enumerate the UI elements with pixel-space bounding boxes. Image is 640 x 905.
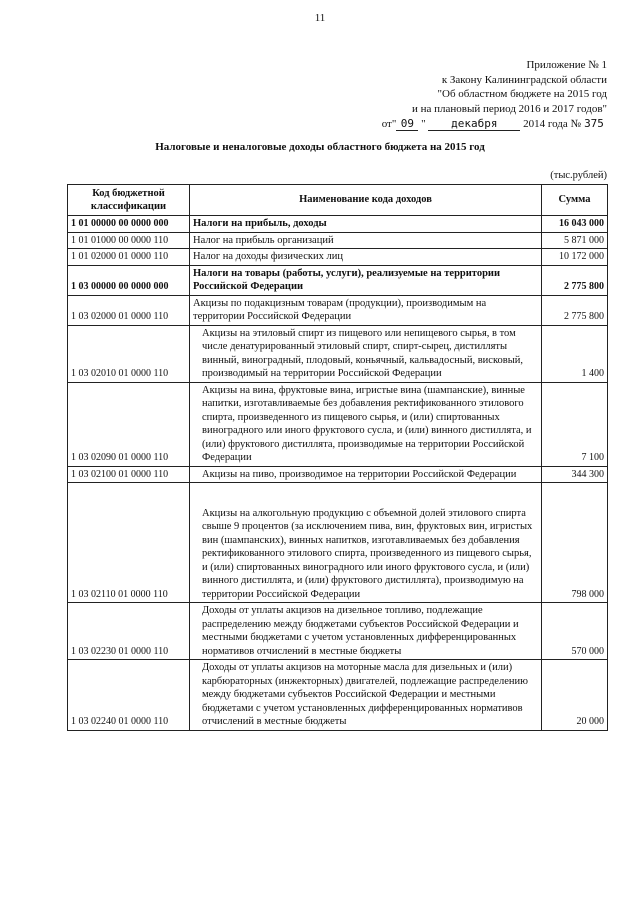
table-row xyxy=(68,265,608,295)
row-sum: 344 300 xyxy=(542,466,608,483)
row-name: Налоги на прибыль, доходы xyxy=(190,216,542,233)
revenue-table xyxy=(67,184,608,731)
table-row xyxy=(68,603,608,660)
table-row xyxy=(68,249,608,266)
row-sum: 1 400 xyxy=(542,325,608,382)
row-name: Акцизы по подакцизным товарам (продукции), производимым на территории Российской Федерации xyxy=(190,295,542,325)
row-name: Акцизы на этиловый спирт из пищевого или непищевого сырья, в том числе денатурированный этиловый спирт, спирт-сырец, дистилляты винный, виноградный, плодовый, коньячный, кальвадосный, висковый, производимый на территории Российской Федерации xyxy=(190,325,542,382)
table-row xyxy=(68,325,608,382)
row-name: Налоги на товары (работы, услуги), реализуемые на территории Российской Федерации xyxy=(190,265,542,295)
row-sum: 2 775 800 xyxy=(542,295,608,325)
date-prefix: от" xyxy=(381,118,397,130)
row-code: 1 03 02090 01 0000 110 xyxy=(68,382,190,466)
row-code: 1 01 00000 00 0000 000 xyxy=(68,216,190,233)
row-code: 1 03 02240 01 0000 110 xyxy=(68,660,190,731)
table-row xyxy=(68,660,608,731)
table-row xyxy=(68,295,608,325)
table-row xyxy=(68,466,608,483)
appendix-line: и на плановый период 2016 и 2017 годов" xyxy=(411,102,607,115)
appendix-line: "Об областном бюджете на 2015 год xyxy=(437,88,607,100)
row-name: Акцизы на пиво, производимое на территории Российской Федерации xyxy=(190,466,542,483)
row-sum: 5 871 000 xyxy=(542,232,608,249)
page-number: 11 xyxy=(314,12,326,24)
header-code: Код бюджетной классификации xyxy=(68,185,190,216)
header-sum: Сумма xyxy=(542,185,608,216)
row-name: Налог на доходы физических лиц xyxy=(190,249,542,266)
row-sum: 16 043 000 xyxy=(542,216,608,233)
date-month: декабря xyxy=(428,118,520,131)
row-code: 1 01 02000 01 0000 110 xyxy=(68,249,190,266)
table-row xyxy=(68,232,608,249)
row-code: 1 03 02000 01 0000 110 xyxy=(68,295,190,325)
row-sum: 20 000 xyxy=(542,660,608,731)
row-sum: 10 172 000 xyxy=(542,249,608,266)
table-row xyxy=(68,382,608,466)
row-code: 1 03 02230 01 0000 110 xyxy=(68,603,190,660)
date-year: 2014 года № xyxy=(523,118,581,130)
row-name: Акцизы на вина, фруктовые вина, игристые вина (шампанские), винные напитки, изготавливаемые без добавления ректификованного этилового спирта, произведенного из пищевого сырья, и (или) спиртованных виноградного или иного фруктового сусла, и (или) винного дистиллята, и (или) фруктового дистиллята, производимые на территории Российской Федерации xyxy=(190,382,542,466)
header-name: Наименование кода доходов xyxy=(190,185,542,216)
row-name: Доходы от уплаты акцизов на дизельное топливо, подлежащие распределению между бюджетами субъектов Российской Федерации и местными бюджетами с учетом установленных дифференцированных нормативов отчислений в местные бюджеты xyxy=(190,603,542,660)
row-sum: 7 100 xyxy=(542,382,608,466)
row-sum: 2 775 800 xyxy=(542,265,608,295)
document-title: Налоговые и неналоговые доходы областного бюджета на 2015 год xyxy=(155,141,485,153)
table-header-row xyxy=(68,185,608,216)
row-code: 1 03 00000 00 0000 000 xyxy=(68,265,190,295)
row-code: 1 03 02010 01 0000 110 xyxy=(68,325,190,382)
law-date-line xyxy=(382,118,607,131)
units-label: (тыс.рублей) xyxy=(550,170,607,181)
row-code: 1 03 02100 01 0000 110 xyxy=(68,466,190,483)
date-day: 09 xyxy=(396,118,418,131)
law-number: 375 xyxy=(584,117,604,130)
date-quote: " xyxy=(421,118,426,130)
row-name: Акцизы на алкогольную продукцию с объемной долей этилового спирта свыше 9 процентов (за исключением пива, вин, фруктовых вин, игристых вин (шампанских), винных напитков, изготавливаемых без добавления ректификованного этилового спирта, произведенного из пищевого сырья, и (или) спиртованных виноградного или иного фруктового сусла, и (или) винного дистиллята, и (или) фруктового дистиллята), производимую на территории Российской Федерации xyxy=(190,483,542,603)
table-row xyxy=(68,483,608,603)
appendix-line: к Закону Калининградской области xyxy=(441,73,607,86)
table-row xyxy=(68,216,608,233)
row-name: Налог на прибыль организаций xyxy=(190,232,542,249)
row-sum: 798 000 xyxy=(542,483,608,603)
row-sum: 570 000 xyxy=(542,603,608,660)
row-code: 1 01 01000 00 0000 110 xyxy=(68,232,190,249)
appendix-line: Приложение № 1 xyxy=(526,59,607,71)
appendix-header xyxy=(412,58,607,116)
row-name: Доходы от уплаты акцизов на моторные масла для дизельных и (или) карбюраторных (инжекторных) двигателей, подлежащие распределению между бюджетами субъектов Российской Федерации и местными бюджетами с учетом установленных дифференцированных нормативов отчислений в местные бюджеты xyxy=(190,660,542,731)
row-code: 1 03 02110 01 0000 110 xyxy=(68,483,190,603)
